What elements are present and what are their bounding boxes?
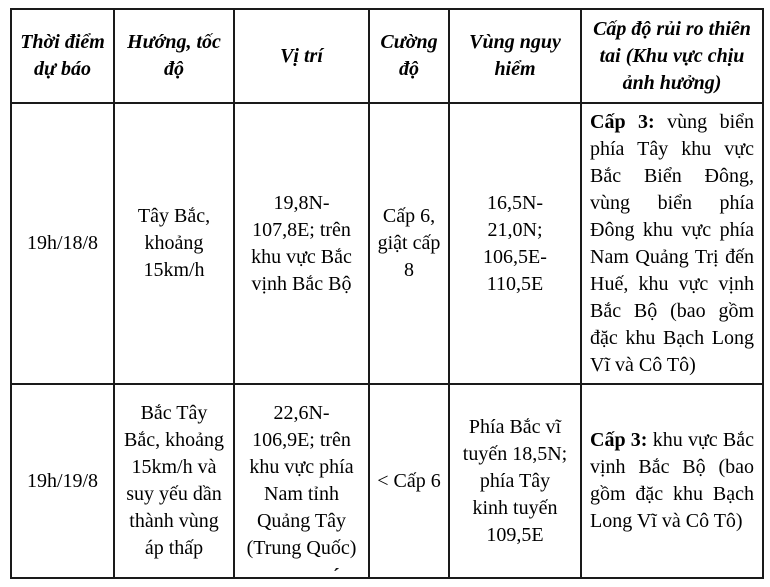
cell-danger-zone: Phía Bắc vĩ tuyến 18,5N; phía Tây kinh tuyến 109,5E	[449, 384, 581, 578]
risk-level-label: Cấp 3:	[590, 110, 655, 133]
cell-position: 19,8N-107,8E; trên khu vực Bắc vịnh Bắc Bộ	[234, 103, 369, 384]
table-row-forecast-1	[11, 103, 763, 384]
cell-forecast-time: 19h/18/8	[11, 103, 114, 384]
cell-position: 22,6N-106,9E; trên khu vực phía Nam tỉnh Quảng Tây (Trung Quốc)	[234, 384, 369, 578]
header-risk-level: Cấp độ rủi ro thiên tai (Khu vực chịu ảnh hưởng)	[581, 9, 763, 103]
table-row-forecast-2	[11, 384, 763, 578]
cell-forecast-time: 19h/19/8	[11, 384, 114, 578]
header-intensity: Cường độ	[369, 9, 449, 103]
risk-level-label: Cấp 3:	[590, 429, 648, 451]
cell-intensity: < Cấp 6	[369, 384, 449, 578]
cell-risk-level	[581, 384, 763, 578]
cell-direction-speed: Tây Bắc, khoảng 15km/h	[114, 103, 234, 384]
clipped-text-fragment: ˊ	[333, 565, 340, 587]
risk-level-text: vùng biển phía Tây khu vực Bắc Biển Đông, vùng biển phía Đông khu vực phía Nam Quảng Trị đến Huế, khu vực vịnh Bắc Bộ (bao gồm đặc khu Bạch Long Vĩ và Cô Tô)	[590, 110, 755, 376]
header-direction-speed: Hướng, tốc độ	[114, 9, 234, 103]
cell-danger-zone: 16,5N-21,0N; 106,5E-110,5E	[449, 103, 581, 384]
storm-forecast-table	[10, 8, 764, 587]
header-forecast-time: Thời điểm dự báo	[11, 9, 114, 103]
cell-risk-level	[581, 103, 763, 384]
table-header-row	[11, 9, 763, 103]
header-position: Vị trí	[234, 9, 369, 103]
risk-level-text: khu vực Bắc vịnh Bắc Bộ (bao gồm đặc khu Bạch Long Vĩ và Cô Tô)	[590, 429, 755, 532]
header-danger-zone: Vùng nguy hiểm	[449, 9, 581, 103]
cell-intensity: Cấp 6, giật cấp 8	[369, 103, 449, 384]
cell-direction-speed: Bắc Tây Bắc, khoảng 15km/h và suy yếu dần thành vùng áp thấp	[114, 384, 234, 578]
